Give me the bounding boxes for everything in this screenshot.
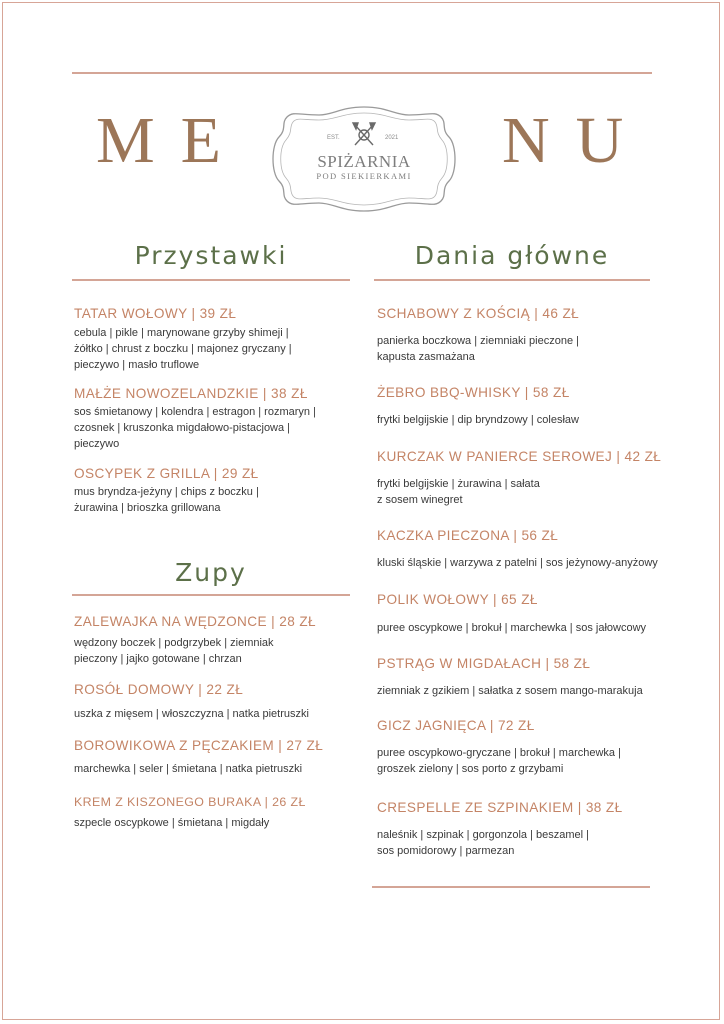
dish-schabowy-desc: panierka boczkowa | ziemniaki pieczone | kapusta zasmażana [377, 335, 579, 363]
dish-kaczka-desc: kluski śląskie | warzywa z patelni | sos jeżynowy-anyżowy [377, 557, 658, 569]
dish-gicz: GICZ JAGNIĘCA | 72 ZŁ [377, 718, 535, 733]
dish-zebro-desc: frytki belgijskie | dip bryndzowy | colesław [377, 414, 579, 426]
dish-malze-desc: sos śmietanowy | kolendra | estragon | rozmaryn | czosnek | kruszonka migdałowo-pistacjowa | pieczywo [74, 406, 316, 450]
dish-crespelle-desc: naleśnik | szpinak | gorgonzola | beszamel | sos pomidorowy | parmezan [377, 829, 589, 857]
dish-pstrag-desc: ziemniak z gzikiem | sałatka z sosem mango-marakuja [377, 685, 643, 697]
dish-tatar-desc: cebula | pikle | marynowane grzyby shimeji | żółtko | chrust z boczku | majonez gryczany | pieczywo | masło truflowe [74, 327, 292, 371]
crossed-axes-icon [353, 123, 375, 145]
zupy-divider [72, 594, 350, 596]
dish-rosol: ROSÓŁ DOMOWY | 22 ZŁ [74, 682, 244, 697]
dish-schabowy: SCHABOWY Z KOŚCIĄ | 46 ZŁ [377, 306, 580, 321]
dish-kaczka: KACZKA PIECZONA | 56 ZŁ [377, 528, 559, 543]
logo-year: 2021 [385, 135, 399, 141]
dish-kurczak-desc: frytki belgijskie | żurawina | sałata z sosem winegret [377, 478, 540, 506]
dish-zalewajka: ZALEWAJKA NA WĘDZONCE | 28 ZŁ [74, 614, 316, 629]
dish-tatar: TATAR WOŁOWY | 39 ZŁ [74, 306, 237, 321]
dish-zebro: ŻEBRO BBQ-WHISKY | 58 ZŁ [377, 385, 570, 400]
menu-heading-right: NU [502, 104, 650, 177]
dish-borowikowa: BOROWIKOWA Z PĘCZAKIEM | 27 ZŁ [74, 738, 324, 753]
bottom-divider [372, 886, 650, 888]
dish-zalewajka-desc: wędzony boczek | podgrzybek | ziemniak pieczony | jajko gotowane | chrzan [74, 637, 274, 665]
restaurant-logo [269, 103, 459, 215]
dish-krem: KREM Z KISZONEGO BURAKA | 26 ZŁ [74, 795, 306, 809]
przystawki-divider [72, 279, 350, 281]
logo-est: EST. [327, 135, 340, 141]
top-divider [72, 72, 652, 74]
dish-borowikowa-desc: marchewka | seler | śmietana | natka pietruszki [74, 763, 303, 775]
logo-name: SPIŻARNIA [317, 152, 411, 171]
menu-heading-left: ME [96, 104, 247, 177]
dish-kurczak: KURCZAK W PANIERCE SEROWEJ | 42 ZŁ [377, 449, 662, 464]
dish-pstrag: PSTRĄG W MIGDAŁACH | 58 ZŁ [377, 656, 591, 671]
dish-rosol-desc: uszka z mięsem | włoszczyzna | natka pietruszki [74, 708, 309, 720]
dish-gicz-desc: puree oscypkowo-gryczane | brokuł | marchewka | groszek zielony | sos porto z grzybami [377, 747, 621, 775]
dish-oscypek: OSCYPEK Z GRILLA | 29 ZŁ [74, 466, 259, 481]
dish-polik-desc: puree oscypkowe | brokuł | marchewka | sos jałowcowy [377, 622, 647, 634]
dish-oscypek-desc: mus bryndza-jeżyny | chips z boczku | żurawina | brioszka grillowana [74, 486, 259, 514]
section-title-zupy: Zupy [175, 558, 247, 587]
dish-malze: MAŁŻE NOWOZELANDZKIE | 38 ZŁ [74, 386, 308, 401]
logo-subtitle: POD SIEKIERKAMI [316, 171, 412, 181]
section-title-dania: Dania główne [414, 241, 610, 270]
section-title-przystawki: Przystawki [134, 241, 288, 270]
dania-divider [374, 279, 650, 281]
dish-krem-desc: szpecle oscypkowe | śmietana | migdały [74, 817, 270, 829]
dish-crespelle: CRESPELLE ZE SZPINAKIEM | 38 ZŁ [377, 800, 623, 815]
dish-polik: POLIK WOŁOWY | 65 ZŁ [377, 592, 538, 607]
